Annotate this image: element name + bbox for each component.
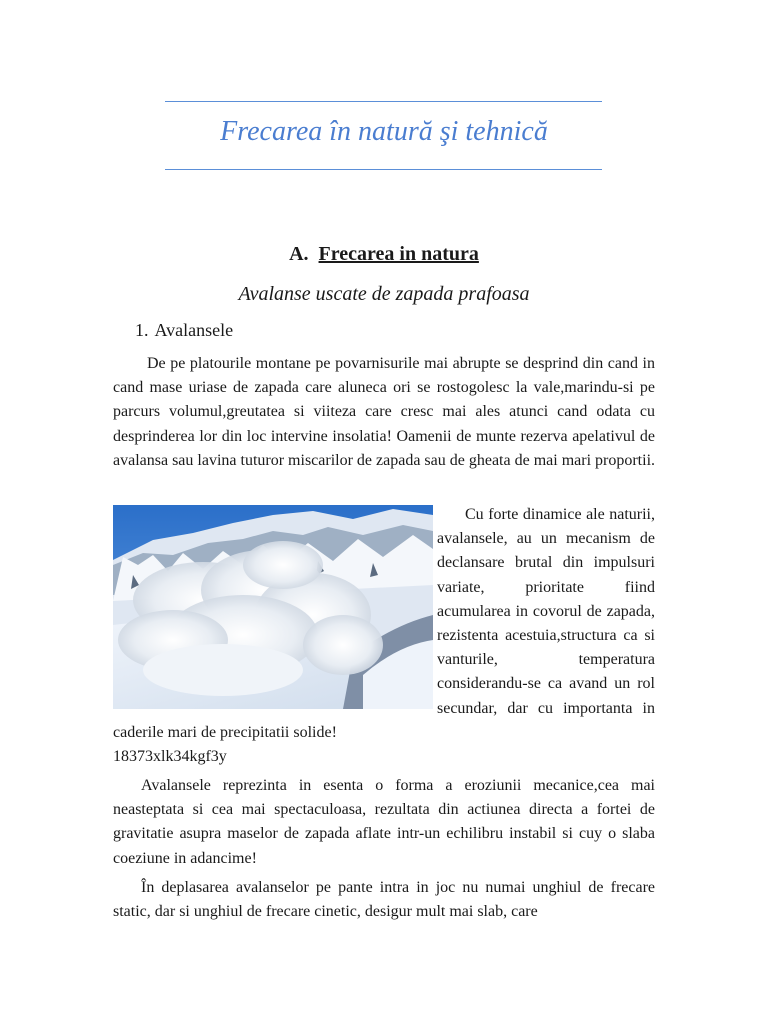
list-item-number: 1. [135, 320, 149, 340]
reference-code: 18373xlk34kgf3y [113, 748, 227, 766]
section-heading-text: Frecarea in natura [318, 243, 479, 265]
title-top-rule [165, 101, 602, 102]
paragraph-erosion: Avalansele reprezinta in esenta o forma a eroziunii mecanice,cea mai neasteptata si cea mai spectaculoasa, rezultata din actiunea directa a fortei de gravitatie asupra maselor de zapada aflate intr-un echilibru instabil si cuy o slaba coeziune in adancime! [113, 777, 655, 867]
paragraph-friction: În deplasarea avalanselor pe pante intra in joc nu numai unghiul de frecare static, dar si unghiul de frecare cinetic, desigur mult mai slab, care [113, 879, 655, 921]
avalanche-photo-graphic [113, 505, 433, 709]
list-item-label: Avalansele [154, 320, 234, 340]
section-subtitle: Avalanse uscate de zapada prafoasa [238, 283, 530, 305]
list-item-heading [135, 317, 233, 343]
paragraph-intro: De pe platourile montane pe povarnisurile mai abrupte se desprind din cand in cand mase uriase de zapada care aluneca ori se rostogolesc la vale,marindu-si pe parcurs volumul,greutatea si viiteza care cresc mai ales atunci cand odata cu desprinderea lor din loc intervine insolatia! Oamenii de munte rezerva apelativul de avalansa sau lavina tuturor miscarilor de zapada sau de gheata de mai mari proportii. [113, 355, 656, 469]
avalanche-photo [113, 505, 433, 709]
image-text-block [113, 503, 655, 769]
title-bottom-rule [165, 169, 602, 170]
section-letter: A. [289, 243, 309, 265]
paragraph-avalanche-forces: Cu forte dinamice ale naturii, avalansele, au un mecanism de declansare brutal din impulsuri variate, prioritate fiind acumularea in covorul de zapada, rezistenta acestuia,structura ca si vanturile, temperatura considerandu-se ca avand un rol secundar, dar cu importanta in caderile mari de precipitatii solide! [113, 506, 655, 741]
section-heading [113, 240, 655, 268]
document-title: Frecarea în natură şi tehnică [220, 116, 548, 147]
